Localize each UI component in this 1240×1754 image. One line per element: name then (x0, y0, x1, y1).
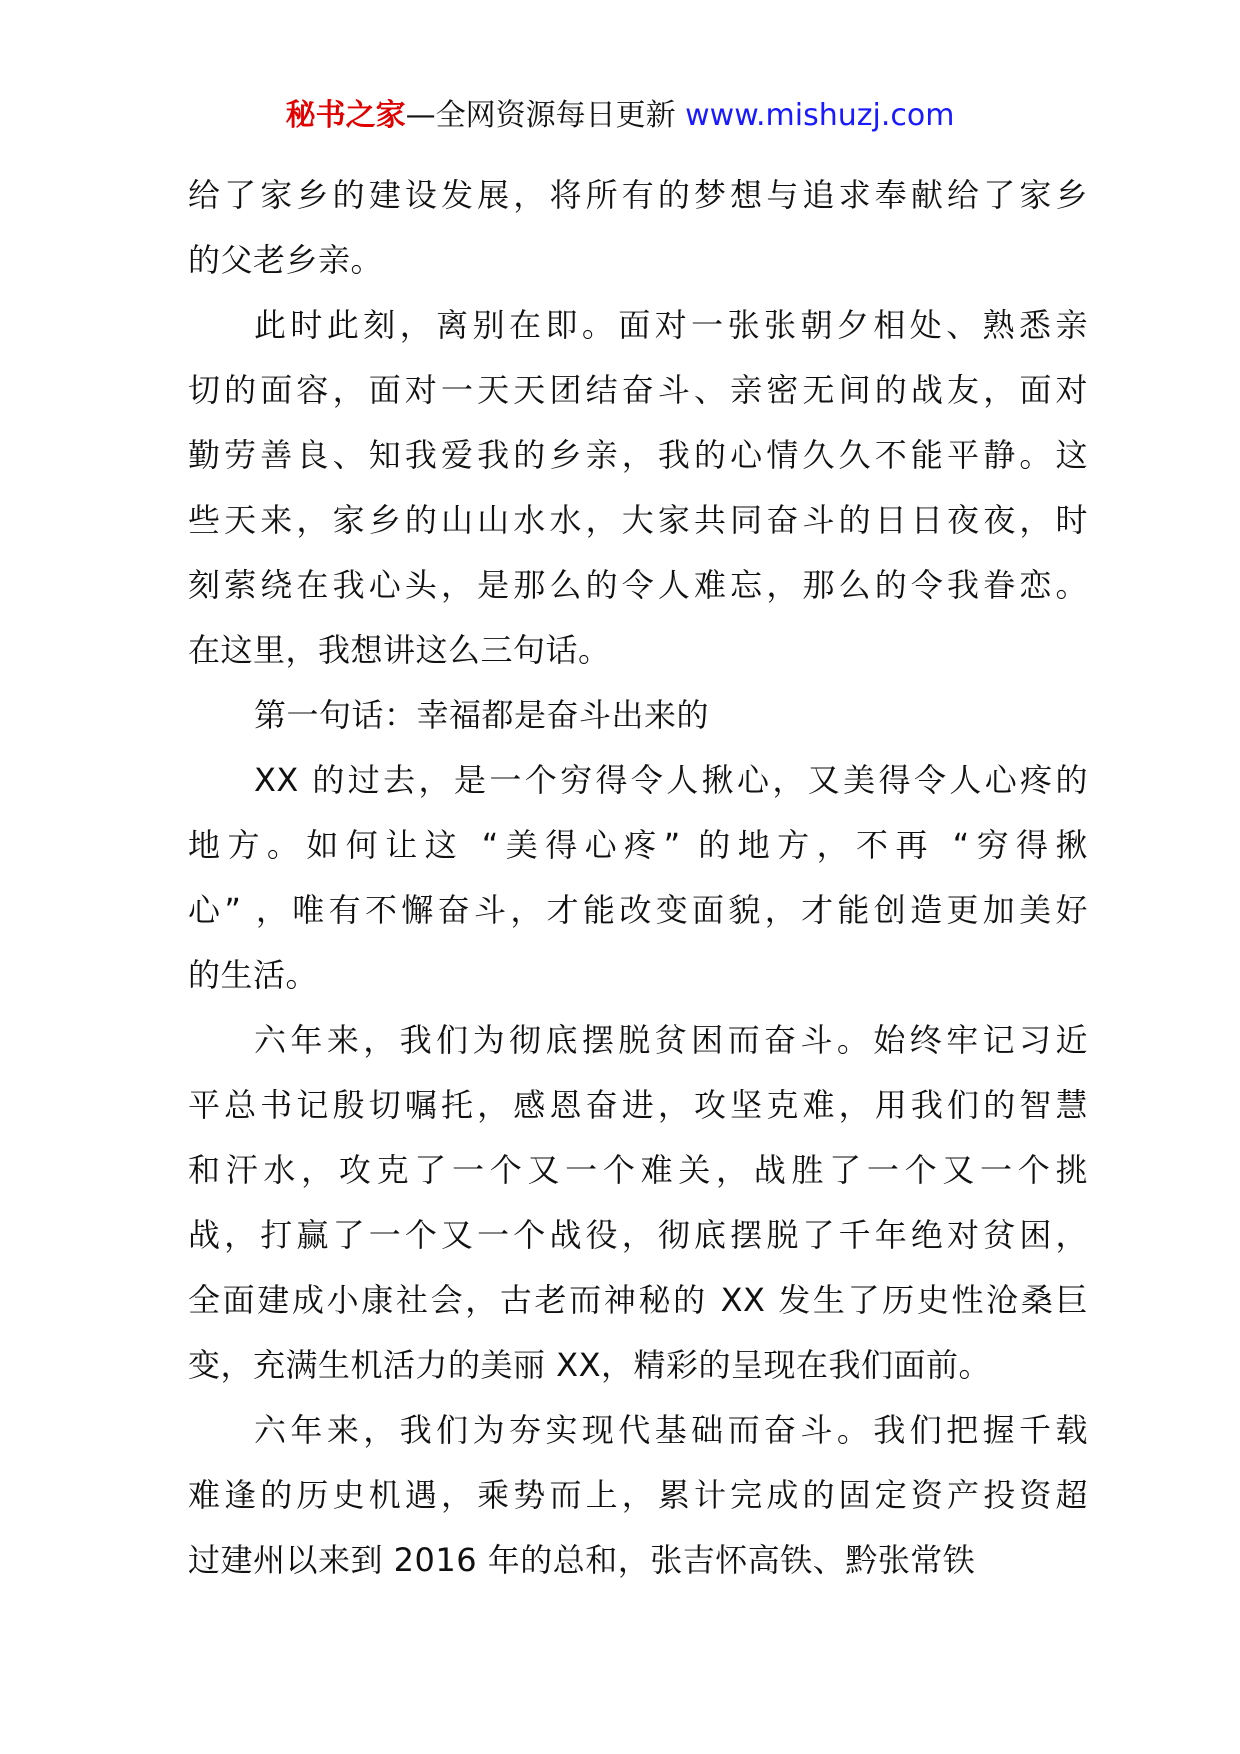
paragraph (188, 293, 1088, 683)
text-line: 此时此刻，离别在即。面对一张张朝夕相处、熟悉亲 (254, 306, 1088, 344)
text-line: 平总书记殷切嘱托，感恩奋进，攻坚克难，用我们的智慧 (188, 1086, 1088, 1124)
text-line: 切的面容，面对一天天团结奋斗、亲密无间的战友，面对 (188, 371, 1088, 409)
text-line: 难逢的历史机遇，乘势而上，累计完成的固定资产投资超 (188, 1476, 1088, 1514)
paragraph (188, 163, 1088, 293)
text-line: 刻萦绕在我心头，是那么的令人难忘，那么的令我眷恋。 (188, 566, 1088, 604)
text-line: 战，打赢了一个又一个战役，彻底摆脱了千年绝对贫困， (188, 1216, 1088, 1254)
text-line: 地方。如何让这 “美得心疼” 的地方，不再 “穷得揪 (188, 826, 1088, 864)
text-line: 六年来，我们为彻底摆脱贫困而奋斗。始终牢记习近 (254, 1021, 1088, 1059)
paragraph (188, 1008, 1088, 1398)
text-line: 和汗水，攻克了一个又一个难关，战胜了一个又一个挑 (188, 1151, 1088, 1189)
paragraph (188, 683, 1088, 748)
text-line: 的生活。 (188, 956, 319, 994)
text-line: 在这里，我想讲这么三句话。 (188, 631, 611, 669)
text-line: 勤劳善良、知我爱我的乡亲，我的心情久久不能平静。这 (188, 436, 1088, 474)
text-line: 变，充满生机活力的美丽 XX，精彩的呈现在我们面前。 (188, 1346, 992, 1384)
header-site-link[interactable]: www.mishuzj.com (685, 98, 955, 133)
paragraph (188, 748, 1088, 1008)
header-brand: 秘书之家 (285, 98, 406, 133)
text-line: 全面建成小康社会，古老而神秘的 XX 发生了历史性沧桑巨 (188, 1281, 1088, 1319)
text-line: 些天来，家乡的山山水水，大家共同奋斗的日日夜夜，时 (188, 501, 1088, 539)
text-line: 第一句话：幸福都是奋斗出来的 (254, 696, 710, 734)
header-tagline: —全网资源每日更新 (405, 98, 676, 133)
document-body (188, 163, 1088, 1593)
page-header (0, 96, 1240, 136)
text-line: 过建州以来到 2016 年的总和，张吉怀高铁、黔张常铁 (188, 1541, 976, 1579)
text-line: 的父老乡亲。 (188, 241, 384, 279)
text-line: 六年来，我们为夯实现代基础而奋斗。我们把握千载 (254, 1411, 1088, 1449)
text-line: 心” ，唯有不懈奋斗，才能改变面貌，才能创造更加美好 (188, 891, 1088, 929)
text-line: XX 的过去，是一个穷得令人揪心，又美得令人心疼的 (254, 761, 1088, 799)
text-line: 给了家乡的建设发展，将所有的梦想与追求奉献给了家乡 (188, 176, 1088, 214)
paragraph (188, 1398, 1088, 1593)
